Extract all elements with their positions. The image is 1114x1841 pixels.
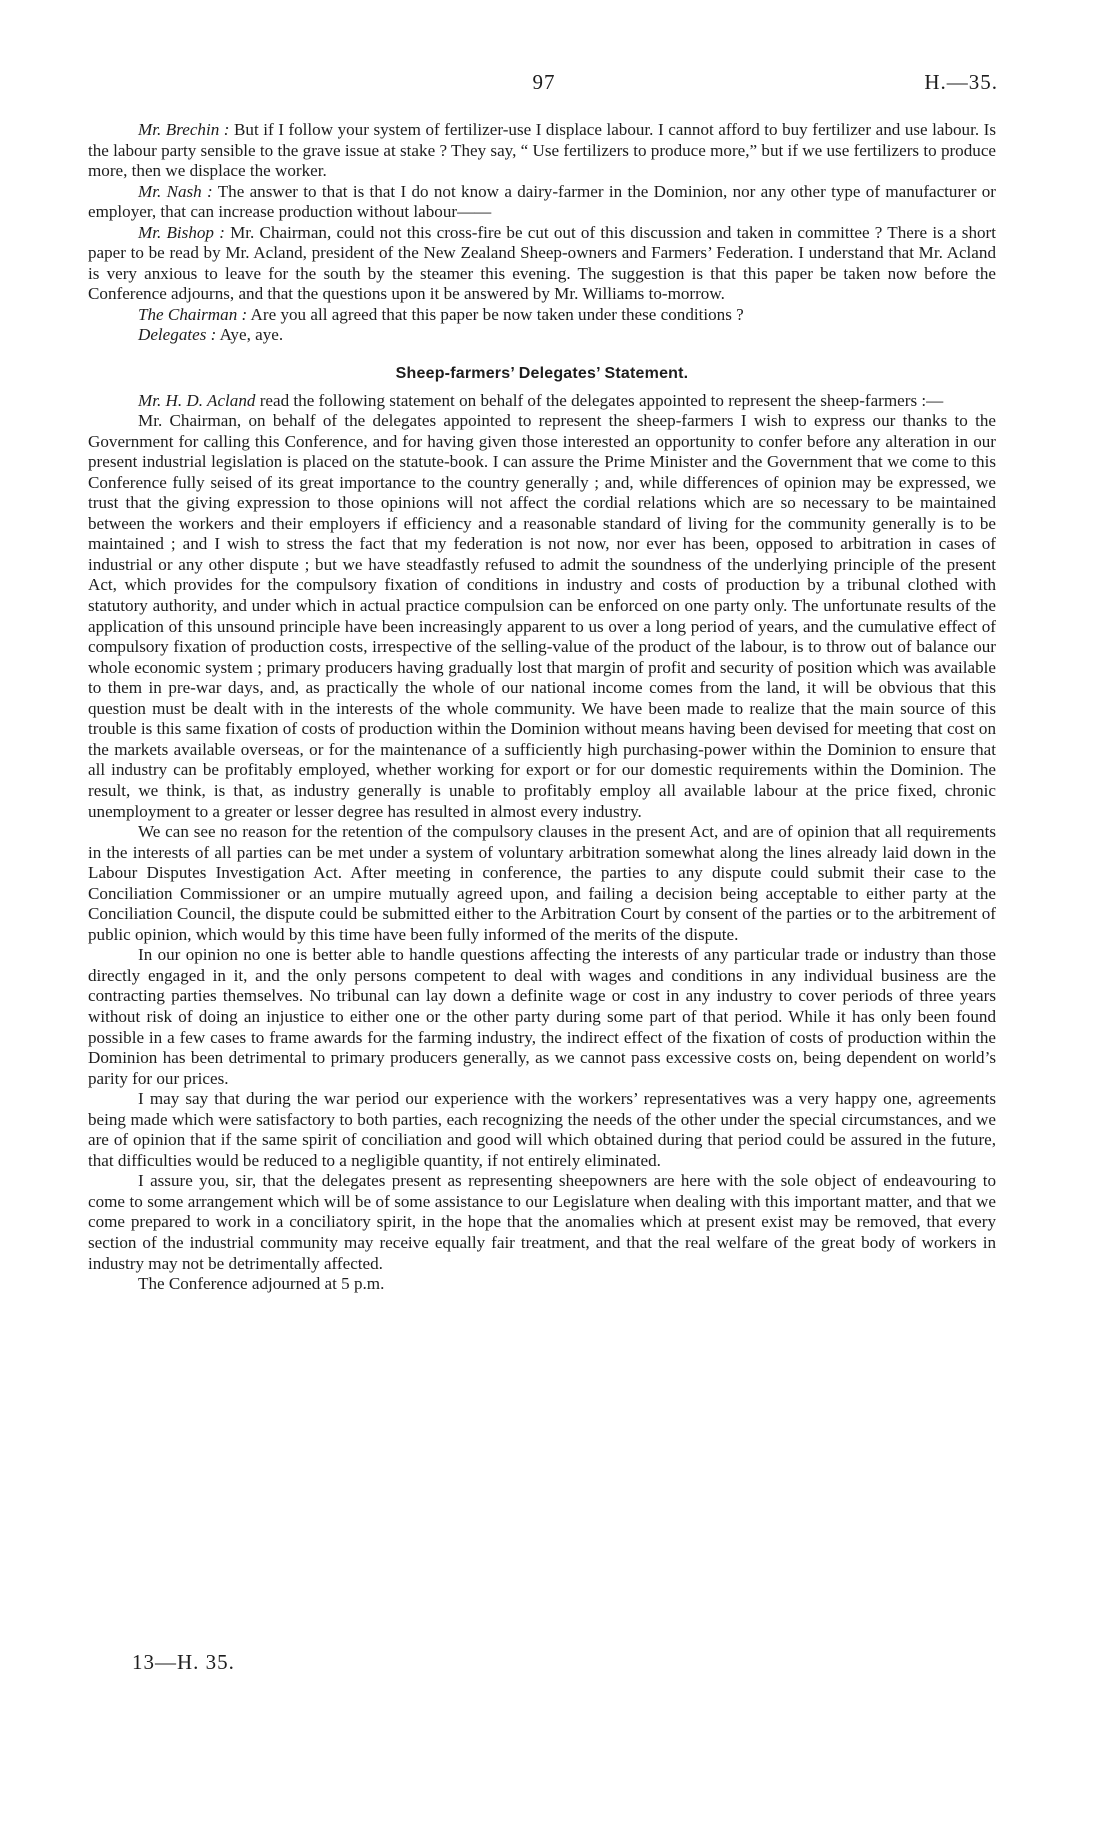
speech-paragraph [88,120,996,182]
page-body [88,120,996,1295]
statement-paragraph: I may say that during the war period our experience with the workers’ representatives was a very happy one, agreements being made which were satisfactory to both parties, each recognizing the needs of the other under the special circumstances, and we are of opinion that if the same spirit of conciliation and good will which obtained during that period could be assured in the future, that difficulties would be reduced to a negligible quantity, if not entirely eliminated. [88,1089,996,1170]
speaker-name: Mr. Brechin : [138,120,230,139]
speaker-name: Delegates : [138,325,217,345]
page-header [90,70,998,100]
statement-paragraph: Mr. Chairman, on behalf of the delegates appointed to represent the sheep-farmers I wish to express our thanks to the Government for calling this Conference, and for having given those interested an opportunity to confer before any alteration in our present industrial legislation is placed on the statute-book. I can assure the Prime Minister and the Government that we come to this Conference fully seised of its great importance to the country generally ; and, while differences of opinion may be expressed, we trust that the giving expression to those opinions will not affect the cordial relations which are so necessary to be maintained between the workers and their employers if efficiency and a reasonable standard of living for the community generally is to be maintained ; and I wish to stress the fact that my federation is not now, nor ever has been, opposed to arbitration in cases of industrial or any other dispute ; but we have steadfastly refused to admit the soundness of the underlying principle of the present Act, which provides for the compulsory fixation of conditions in industry and costs of production by a tribunal clothed with statutory authority, and under which in actual practice compulsion can be enforced on one party only. The unfortunate results of the application of this unsound principle have been increasingly apparent to us over a long period of years, and the cumulative effect of compulsory fixation of production costs, irrespective of the selling-value of the product of the labour, is to throw out of balance our whole economic system ; primary producers having gradually lost that margin of profit and security of position which was available to them in pre-war days, and, as practically the whole of our national income comes from the land, it will be obvious that this question must be dealt with in the interests of the whole community. We have been made to realize that the main source of this trouble is this same fixation of costs of production within the Dominion without means having been devised for meeting that cost on the markets available overseas, or for the maintenance of a sufficiently high purchasing-power within the Dominion to ensure that all industry can be profitably employed, whether working for export or for our domestic requirements within the Dominion. The result, we think, is that, as industry generally is unable to profitably employ all available labour at the price fixed, chronic unemployment to a greater or lesser degree has resulted in almost every industry. [88,411,996,821]
statement-intro [88,391,996,412]
intro-text: read the following statement on behalf of the delegates appointed to represent the sheep-farmers :— [255,390,944,410]
speech-paragraph [88,182,996,223]
adjournment-note: The Conference adjourned at 5 p.m. [138,1274,385,1294]
footer-reference: 13—H. 35. [132,1650,235,1674]
statement-paragraph: In our opinion no one is better able to handle questions affecting the interests of any particular trade or industry than those directly engaged in it, and the only persons competent to deal with wages and conditions in any individual business are the contracting parties themselves. No tribunal can lay down a definite wage or cost in any industry to cover periods of three years without risk of doing an injustice to either one or the other party during some part of that period. While it has only been found possible in a few cases to frame awards for the farming industry, the indirect effect of the fixation of costs of production within the Dominion has been detrimental to primary producers generally, as we cannot pass excessive costs on, being dependent on world’s parity for our prices. [88,945,996,1088]
statement-paragraph: I assure you, sir, that the delegates present as representing sheepowners are here with the sole object of endeavouring to come to some arrangement which will be of some assistance to our Legislature when dealing with this important matter, and that we come prepared to work in a conciliatory spirit, in the hope that the anomalies which at present exist may be removed, that every section of the industrial community may receive equally fair treatment, and that the real welfare of the great body of workers in industry may not be detrimentally affected. [88,1171,996,1273]
speech-paragraph [88,305,996,326]
document-reference: H.—35. [924,70,998,94]
speaker-name: Mr. H. D. Acland [138,390,256,410]
speech-text: Mr. Chairman, could not this cross-fire be cut out of this discussion and taken in committee ? There is a short paper to be read by Mr. Acland, president of the New Zealand Sheep-owners and Farmers’ Federation. I understand that Mr. Acland is very anxious to leave for the south by the steamer this evening. The suggestion is that this paper be taken now before the Conference adjourns, and that the questions upon it be answered by Mr. Williams to-morrow. [88,222,996,304]
speech-text: Are you all agreed that this paper be now taken under these conditions ? [247,304,744,324]
speech-paragraph [88,223,996,305]
statement-paragraph: We can see no reason for the retention of the compulsory clauses in the present Act, and are of opinion that all requirements in the interests of all parties can be met under a system of voluntary arbitration somewhat along the lines already laid down in the Labour Disputes Investigation Act. After meeting in conference, the parties to any dispute could submit their case to the Conciliation Commissioner or an umpire mutually agreed upon, and failing a decision being acceptable to either party at the Conciliation Council, the dispute could be submitted either to the Arbitration Court by consent of the parties or to the arbitrement of public opinion, which would by this time have been fully informed of the merits of the dispute. [88,822,996,944]
speech-text: The answer to that is that I do not know a dairy-farmer in the Dominion, nor any other type of manufacturer or employer, that can increase production without labour—— [88,181,996,222]
speech-text: Aye, aye. [216,325,284,345]
page-number: 97 [532,70,556,94]
section-heading: Sheep-farmers’ Delegates’ Statement. [395,365,689,383]
speech-text: But if I follow your system of fertilizer-use I displace labour. I cannot afford to buy fertilizer and use labour. Is the labour party sensible to the grave issue at stake ? They say, “ Use fertilizers to produce more,” but if we use fertilizers to produce more, then we displace the worker. [88,120,996,181]
speaker-name: Mr. Bishop : [138,222,225,242]
speaker-name: Mr. Nash : [138,181,213,201]
speaker-name: The Chairman : [138,304,248,324]
speech-paragraph [88,325,996,346]
